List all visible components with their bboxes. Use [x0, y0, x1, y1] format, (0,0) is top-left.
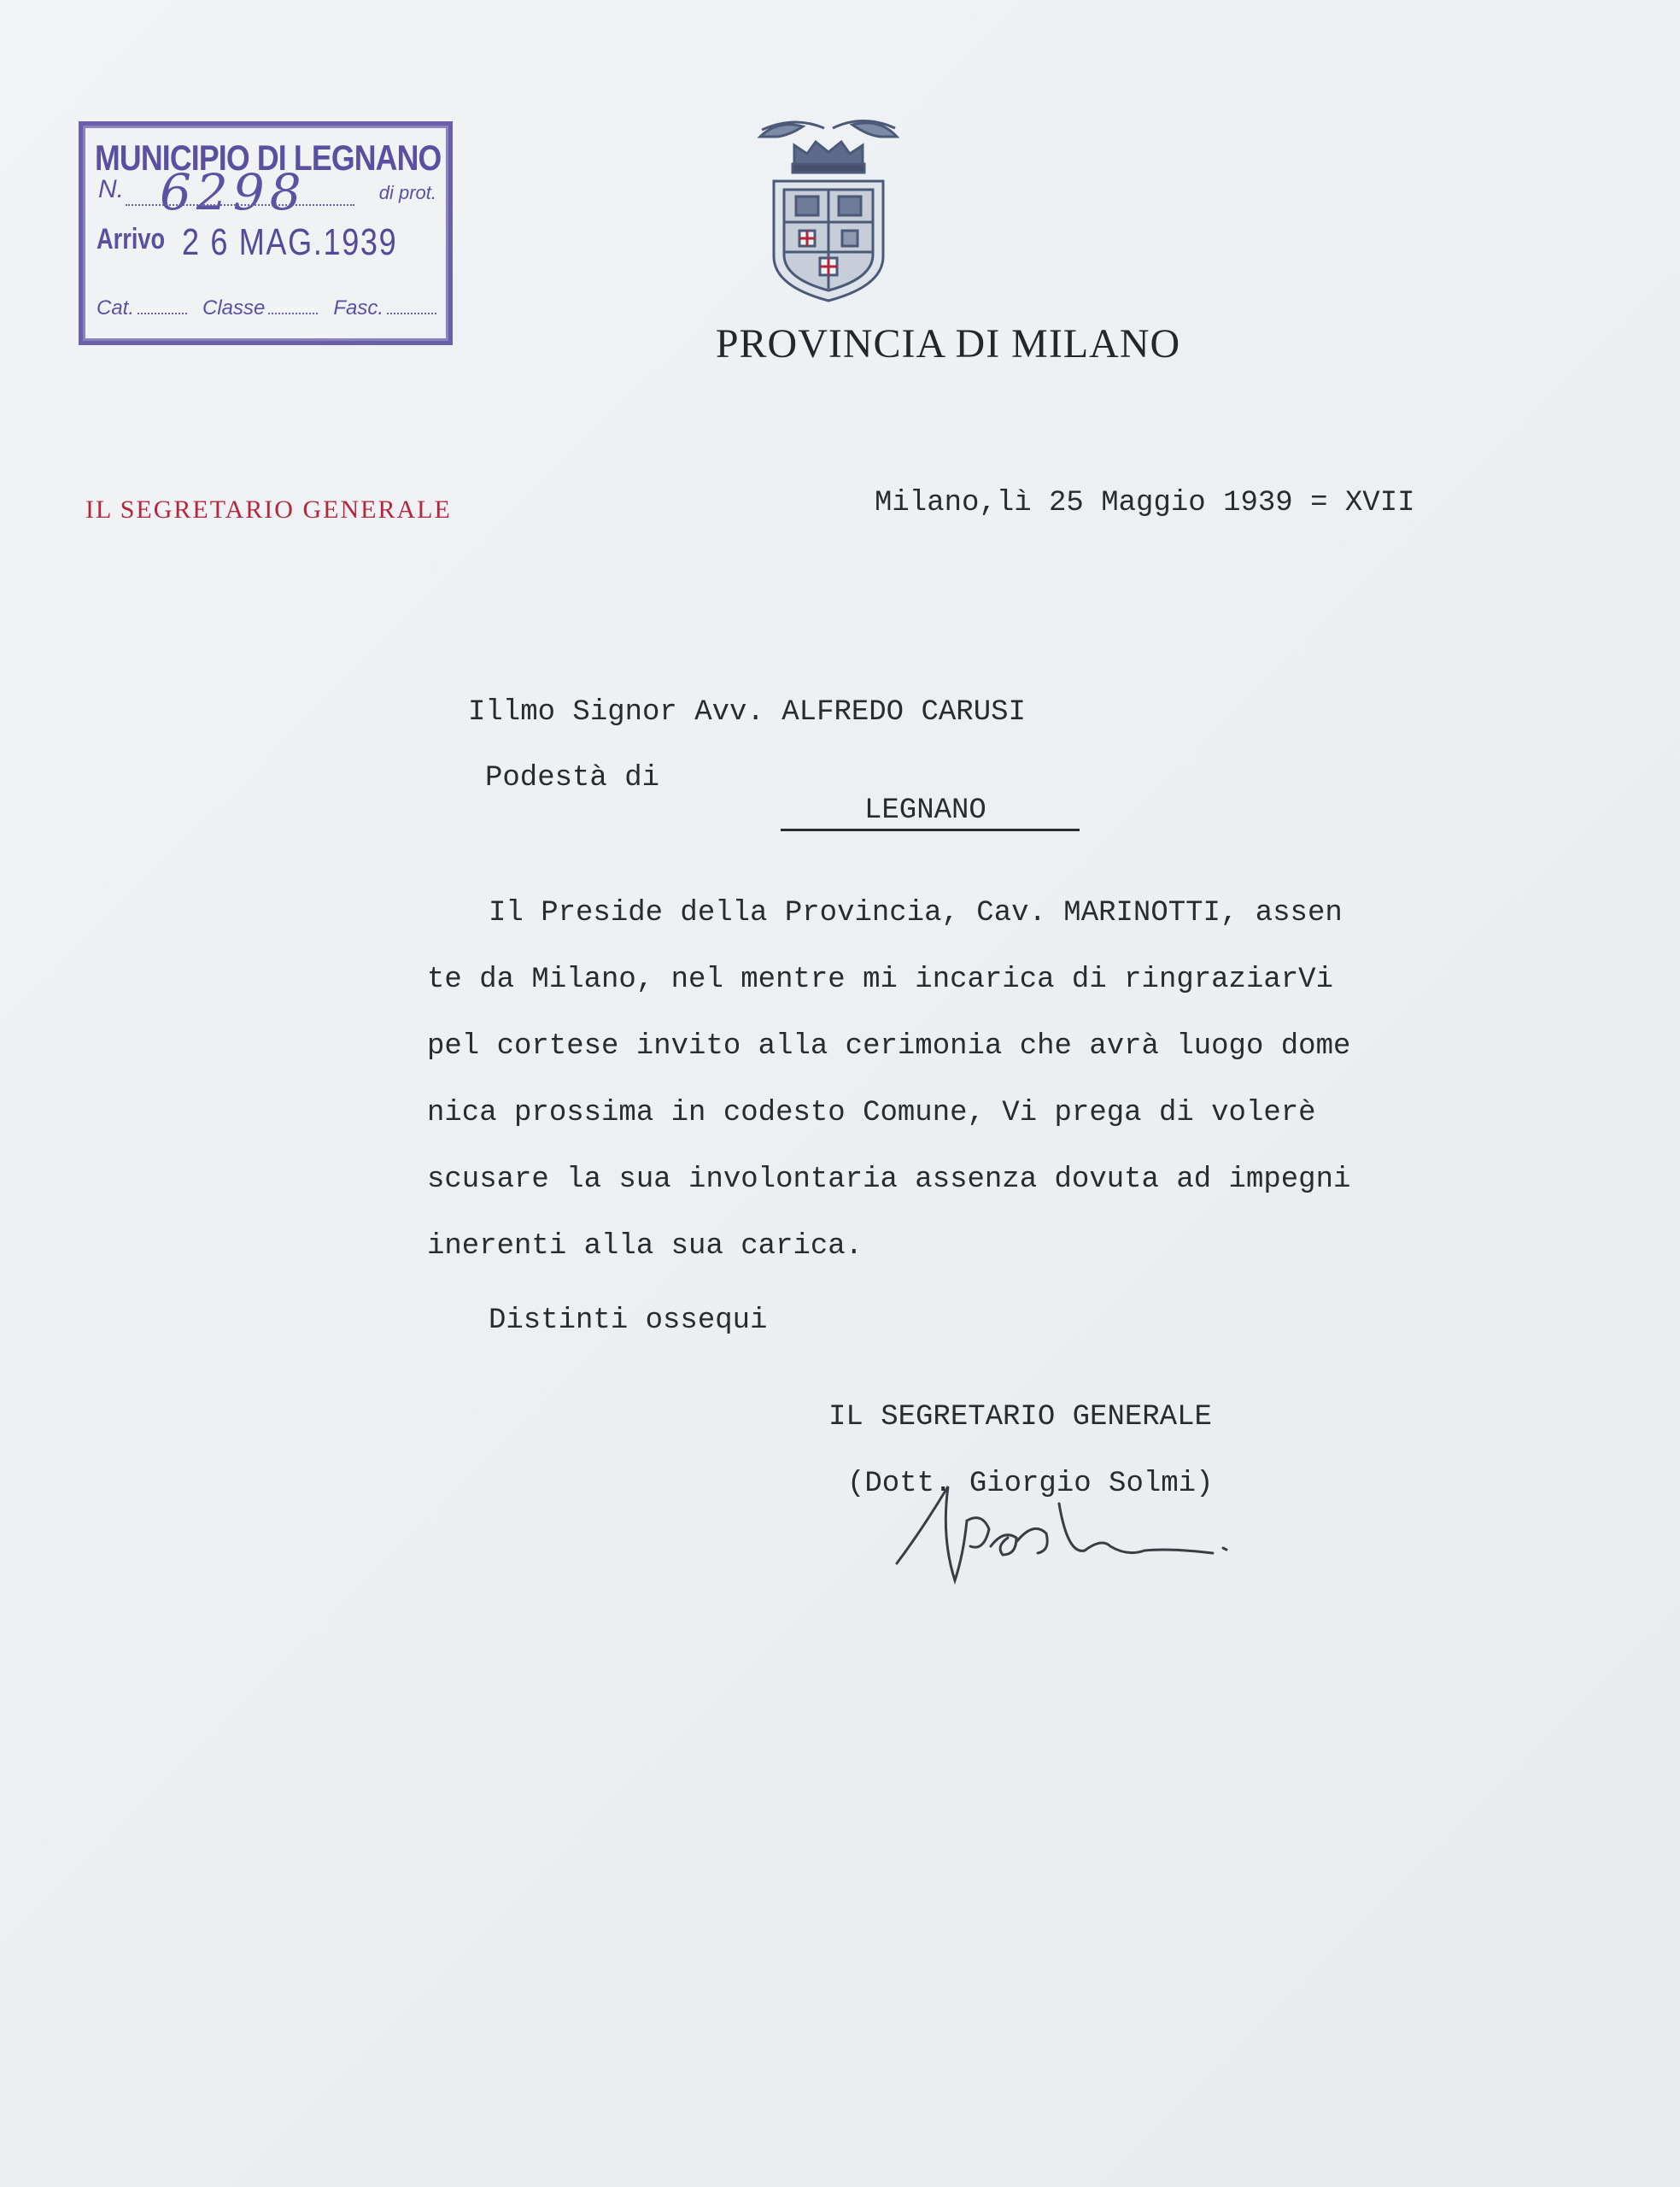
letterhead-office: IL SEGRETARIO GENERALE: [85, 495, 452, 524]
body-line: inerenti alla sua carica.: [427, 1230, 863, 1263]
letter-body: [427, 894, 1350, 1294]
stamp-title: MUNICIPIO DI LEGNANO: [95, 138, 442, 178]
closing-salutation: Distinti ossequi: [489, 1305, 768, 1337]
stamp-n-label: N.: [98, 175, 124, 203]
body-line: nica prossima in codesto Comune, Vi prega di volerè: [427, 1097, 1316, 1129]
stamp-classification-row: [97, 296, 448, 320]
body-line: Il Preside della Provincia, Cav. MARINOTTI, assen: [489, 897, 1343, 929]
stamp-classe-label: Classe: [202, 296, 266, 320]
stamp-fasc-label: Fasc.: [333, 296, 384, 320]
date-line: Milano,lì 25 Maggio 1939 = XVII: [875, 487, 1415, 519]
stamp-dotted-line: [126, 204, 354, 206]
recipient-city: LEGNANO: [864, 794, 986, 827]
letterhead-province: PROVINCIA DI MILANO: [715, 321, 1181, 366]
handwritten-signature: [888, 1469, 1247, 1598]
body-line: scusare la sua involontaria assenza dovuta ad impegni: [427, 1164, 1351, 1196]
city-underline: [781, 829, 1080, 831]
arrival-stamp: [79, 121, 453, 345]
body-line: pel cortese invito alla cerimonia che avrà luogo dome: [427, 1030, 1351, 1063]
stamp-protocol-number: 6298: [160, 163, 307, 221]
recipient-name: Illmo Signor Avv. ALFREDO CARUSI: [468, 696, 1026, 729]
stamp-date: 2 6 MAG.1939: [182, 221, 398, 263]
coat-of-arms-icon: [743, 111, 914, 308]
signatory-title: IL SEGRETARIO GENERALE: [828, 1401, 1212, 1434]
recipient-role: Podestà di: [485, 762, 660, 794]
stamp-arrivo-label: Arrivo: [97, 223, 166, 255]
stamp-prot-label: di prot.: [378, 182, 436, 203]
stamp-cat-label: Cat.: [97, 296, 135, 320]
body-line: te da Milano, nel mentre mi incarica di ringraziarVi: [427, 964, 1333, 996]
signatory-name: (Dott. Giorgio Solmi): [847, 1468, 1214, 1500]
